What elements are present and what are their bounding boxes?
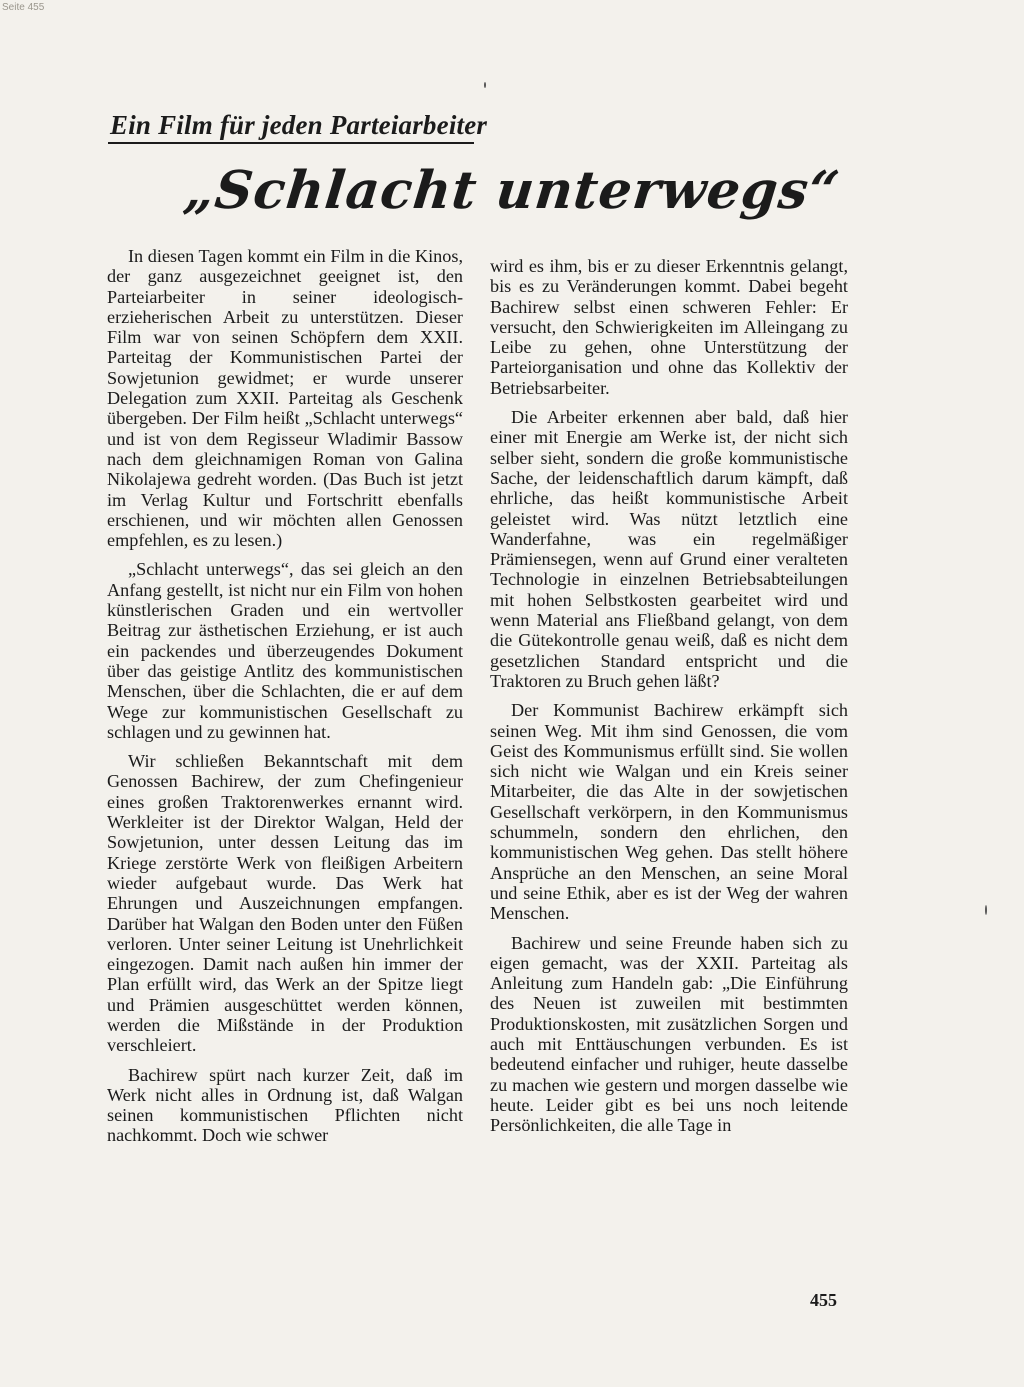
- kicker-underline: [108, 142, 474, 144]
- paragraph: Die Arbeiter erkennen aber bald, daß hier einer mit Energie am Werke ist, der nicht sich selber sieht, sondern die große kommunistische Sache, der leidenschaftlich darum kämpft, daß ehrliche, das heißt kommunistische Arbeit geleistet wird. Was nützt letztlich eine Wanderfahne, was ein regelmäßiger Prämiensegen, wenn auf Grund einer veralteten Technologie in einzelnen Betriebsabteilungen mit hohen Selbstkosten gearbeitet wird und wenn Material ans Fließband gelangt, von dem die Gütekontrolle genau weiß, daß es nicht dem gesetzlichen Standard entspricht und die Traktoren zu Bruch gehen läßt?: [490, 407, 848, 691]
- paragraph: Wir schließen Bekanntschaft mit dem Genossen Bachirew, der zum Chefingenieur eines großen Traktorenwerkes ernannt wird. Werkleiter ist der Direktor Walgan, Held der Sowjetunion, unter dessen Leitung das im Kriege zerstörte Werk von fleißigen Arbeitern wieder aufgebaut wurde. Das Werk hat Ehrungen und Auszeichnungen empfangen. Darüber hat Walgan den Boden unter den Füßen verloren. Unter seiner Leitung ist Unehrlichkeit eingezogen. Damit nach außen hin immer der Plan erfüllt wird, das Werk an der Spitze liegt und Prämien ausgeschüttet werden können, werden die Mißstände in der Produktion verschleiert.: [107, 751, 463, 1056]
- corner-note: Seite 455: [2, 2, 45, 13]
- paragraph: In diesen Tagen kommt ein Film in die Kinos, der ganz ausgezeichnet geeignet ist, den Parteiarbeiter in seiner ideologisch-erzieherischen Arbeit zu unterstützen. Dieser Film war von seinen Schöpfern dem XXII. Parteitag der Kommunistischen Partei der Sowjetunion gewidmet; er wurde unserer Delegation zum XXII. Parteitag als Geschenk übergeben. Der Film heißt „Schlacht unterwegs“ und ist von dem Regisseur Wladimir Bassow nach dem gleichnamigen Roman von Galina Nikolajewa gedreht worden. (Das Buch ist jetzt im Verlag Kultur und Fortschritt ebenfalls erschienen, und wir möchten allen Genossen empfehlen, es zu lesen.): [107, 246, 463, 551]
- paragraph: Der Kommunist Bachirew erkämpft sich seinen Weg. Mit ihm sind Genossen, die vom Geist des Kommunismus erfüllt sind. Sie wollen sich nicht wie Walgan und ein Kreis seiner Mitarbeiter, die das Alte in der sowjetischen Gesellschaft verkörpern, in den Kommunismus schummeln, sondern den ehrlichen, den kommunistischen Weg gehen. Das stellt höhere Ansprüche an den Menschen, an seine Moral und seine Ethik, aber es ist der Weg der wahren Menschen.: [490, 700, 848, 924]
- paragraph: Bachirew und seine Freunde haben sich zu eigen gemacht, was der XXII. Parteitag als Anleitung zum Handeln gab: „Die Einführung des Neuen ist zuweilen mit bestimmten Produktionskosten, mit zusätzlichen Sorgen und auch mit Enttäuschungen verbunden. Es ist bedeutend einfacher und ruhiger, heute dasselbe zu machen wie gestern und morgen dasselbe wie heute. Leider gibt es bei uns noch leitende Persönlichkeiten, die alle Tage in: [490, 932, 848, 1136]
- paragraph: Bachirew spürt nach kurzer Zeit, daß im Werk nicht alles in Ordnung ist, daß Walgan seinen kommunistischen Pflichten nicht nachkommt. Doch wie schwer: [107, 1064, 463, 1146]
- article-title: „Schlacht unterwegs“: [181, 160, 843, 221]
- ink-speck: [484, 82, 486, 88]
- paragraph: „Schlacht unterwegs“, das sei gleich an den Anfang gestellt, ist nicht nur ein Film von hohen künstlerischen Graden und ein wertvoller Beitrag zur ästhetischen Erziehung, er ist auch ein packendes und überzeugendes Dokument über das geistige Antlitz des kommunistischen Menschen, über die Schlachten, die er auf dem Wege zur kommunistischen Gesellschaft zu schlagen und zu gewinnen hat.: [107, 559, 463, 742]
- page-number: 455: [810, 1290, 837, 1310]
- section-kicker: Ein Film für jeden Parteiarbeiter: [110, 110, 488, 140]
- right-column: [490, 256, 848, 1144]
- ink-speck: [985, 905, 987, 915]
- left-column: [107, 246, 463, 1155]
- paragraph-continued: wird es ihm, bis er zu dieser Erkenntnis gelangt, bis es zu Veränderungen kommt. Dabei begeht Bachirew selbst einen schweren Fehler: Er versucht, den Schwierigkeiten im Alleingang zu Leibe zu gehen, ohne Unterstützung der Parteiorganisation und ohne das Kollektiv der Betriebsarbeiter.: [490, 256, 848, 398]
